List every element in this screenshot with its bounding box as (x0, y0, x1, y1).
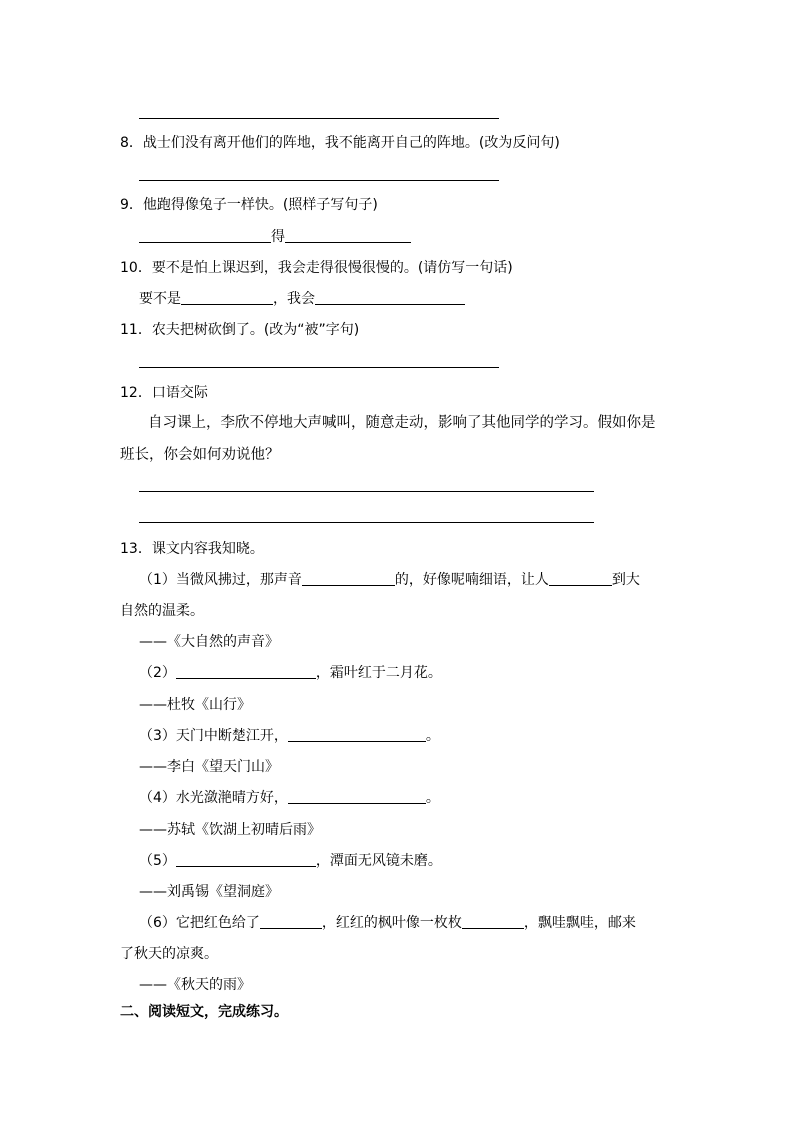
section-2-heading: 二、阅读短文，完成练习。 (120, 1004, 288, 1020)
question-9: 9．他跑得像兔子一样快。(照样子写句子) (120, 197, 378, 213)
source: ——苏轼《饮湖上初晴后雨》 (139, 822, 321, 838)
answer-blank[interactable] (139, 227, 271, 243)
answer-blank[interactable] (288, 726, 426, 742)
item-1-cont: 自然的温柔。 (120, 603, 204, 619)
answer-blank[interactable] (288, 788, 426, 804)
source: ——《秋天的雨》 (139, 977, 251, 993)
source: ——《大自然的声音》 (139, 634, 279, 650)
question-12-title: 12．口语交际 (120, 385, 208, 401)
question-9-answer: 得 (139, 227, 411, 247)
source: ——刘禹锡《望洞庭》 (139, 884, 279, 900)
answer-blank[interactable] (181, 289, 273, 305)
question-12-para: 班长，你会如何劝说他？ (120, 447, 280, 463)
question-8: 8．战士们没有离开他们的阵地，我不能离开自己的阵地。(改为反问句) (120, 135, 560, 151)
answer-line[interactable] (139, 180, 499, 181)
answer-blank[interactable] (260, 913, 322, 929)
question-10-answer: 要不是 ，我会 (139, 289, 465, 309)
question-13-title: 13．课文内容我知晓。 (120, 541, 264, 557)
answer-line[interactable] (139, 367, 499, 368)
question-11: 11．农夫把树砍倒了。(改为“被”字句) (120, 322, 360, 338)
answer-line[interactable] (139, 118, 499, 119)
item-1: （1）当微风拂过，那声音 的，好像呢喃细语，让人 到大 (139, 572, 640, 588)
answer-line[interactable] (139, 522, 594, 523)
source: ——杜牧《山行》 (139, 697, 251, 713)
answer-blank[interactable] (315, 289, 465, 305)
source: ——李白《望天门山》 (139, 759, 279, 775)
answer-blank[interactable] (285, 227, 411, 243)
answer-blank[interactable] (549, 570, 612, 586)
answer-line[interactable] (139, 491, 594, 492)
question-10: 10．要不是怕上课迟到，我会走得很慢很慢的。(请仿写一句话) (120, 260, 513, 276)
item-6-cont: 了秋天的凉爽。 (120, 946, 218, 962)
item-3: （3）天门中断楚江开， 。 (139, 728, 440, 744)
item-5: （5） ，潭面无风镜未磨。 (139, 853, 442, 869)
question-12-para: 自习课上，李欣不停地大声喊叫，随意走动，影响了其他同学的学习。假如你是 (148, 415, 656, 431)
answer-blank[interactable] (176, 663, 316, 679)
item-4: （4）水光潋滟晴方好， 。 (139, 790, 440, 806)
item-2: （2） ，霜叶红于二月花。 (139, 665, 442, 681)
answer-blank[interactable] (462, 913, 524, 929)
answer-blank[interactable] (302, 570, 395, 586)
answer-blank[interactable] (176, 851, 316, 867)
item-6: （6）它把红色给了 ，红红的枫叶像一枚枚 ，飘哇飘哇，邮来 (139, 915, 636, 931)
